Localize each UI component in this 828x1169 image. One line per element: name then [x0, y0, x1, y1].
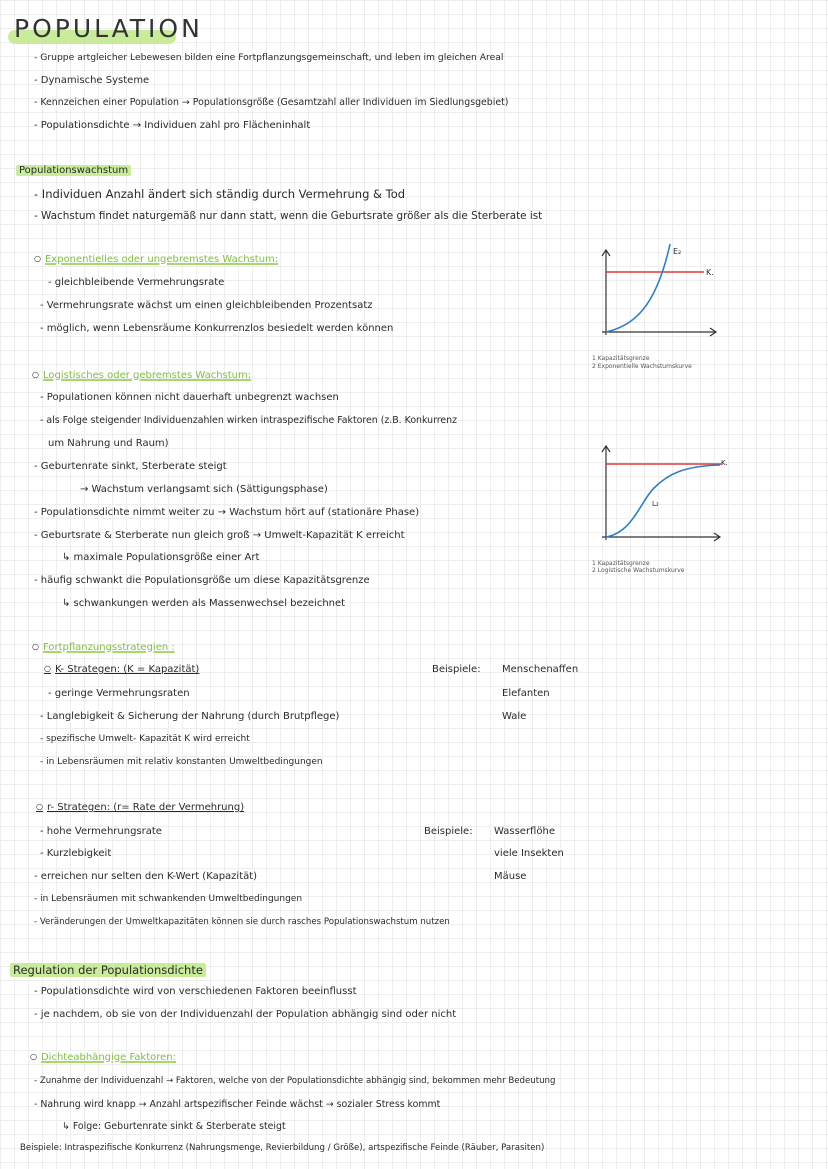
- k-line-4: - in Lebensräumen mit relativ konstanten Umweltbedingungen: [40, 757, 323, 767]
- k-examples-label: Beispiele:: [432, 664, 481, 675]
- logistisch-line-6: - Populationsdichte nimmt weiter zu → Wachstum hört auf (stationäre Phase): [34, 507, 420, 518]
- graph2-k-label: K.: [721, 459, 728, 467]
- graph1-k-label: K.: [706, 268, 714, 277]
- r-strategen-heading: ○ r- Strategen: (r= Rate der Vermehrung): [36, 802, 244, 813]
- exponential-growth-graph: [588, 240, 723, 345]
- k-strategen-heading: ○ K- Strategen: (K = Kapazität): [44, 664, 199, 675]
- dichte-line-1: - Zunahme der Individuenzahl → Faktoren, welche von der Populationsdichte abhängig sind, bekommen mehr Bedeutung: [34, 1076, 556, 1086]
- exponentiell-heading: ○ Exponentielles oder ungebremstes Wachstum:: [34, 254, 278, 265]
- dichte-line-3: ↳ Folge: Geburtenrate sinkt & Sterberate steigt: [62, 1121, 286, 1132]
- page-title: POPULATION: [14, 14, 203, 43]
- k-line-2: - Langlebigkeit & Sicherung der Nahrung (durch Brutpflege): [40, 711, 340, 722]
- r-example-1: Wasserflöhe: [494, 826, 555, 837]
- logistisch-line-4: - Geburtenrate sinkt, Sterberate steigt: [34, 461, 227, 472]
- strategien-heading: ○ Fortpflanzungsstrategien :: [32, 642, 175, 653]
- r-examples-label: Beispiele:: [424, 826, 473, 837]
- k-line-1: - geringe Vermehrungsraten: [48, 688, 190, 699]
- intro-line-4: - Populationsdichte → Individuen zahl pro Flächeninhalt: [34, 120, 311, 131]
- logistisch-line-3: um Nahrung und Raum): [48, 438, 169, 449]
- graph1-curve-label: E₂: [673, 247, 682, 256]
- r-line-3: - erreichen nur selten den K-Wert (Kapazität): [34, 871, 258, 882]
- logistisch-line-1: - Populationen können nicht dauerhaft unbegrenzt wachsen: [40, 392, 339, 403]
- exponentiell-line-3: - möglich, wenn Lebensräume Konkurrenzlos besiedelt werden können: [40, 323, 394, 334]
- logistisch-heading: ○ Logistisches oder gebremstes Wachstum:: [32, 370, 251, 381]
- graph2-logistic-curve: [606, 465, 720, 537]
- k-example-3: Wale: [502, 711, 527, 722]
- r-line-2: - Kurzlebigkeit: [40, 848, 112, 859]
- r-example-2: viele Insekten: [494, 848, 564, 859]
- graph2-curve-label: L₂: [652, 500, 659, 508]
- exponentiell-line-2: - Vermehrungsrate wächst um einen gleichbleibenden Prozentsatz: [40, 300, 373, 311]
- logistisch-line-5: → Wachstum verlangsamt sich (Sättigungsphase): [80, 484, 328, 495]
- logistisch-line-8: ↳ maximale Populationsgröße einer Art: [62, 552, 260, 563]
- graph2-caption-1: 1 Kapazitätsgrenze: [592, 560, 650, 567]
- regulation-line-2: - je nachdem, ob sie von der Individuenzahl der Population abhängig sind oder nicht: [34, 1009, 457, 1020]
- r-line-5: - Veränderungen der Umweltkapazitäten können sie durch rasches Populationswachstum nutzen: [34, 917, 450, 927]
- wachstum-line-2: - Wachstum findet naturgemäß nur dann statt, wenn die Geburtsrate größer als die Sterberate ist: [34, 210, 543, 222]
- r-line-4: - in Lebensräumen mit schwankenden Umweltbedingungen: [34, 894, 303, 904]
- wachstum-line-1: - Individuen Anzahl ändert sich ständig durch Vermehrung & Tod: [34, 187, 406, 201]
- regulation-line-1: - Populationsdichte wird von verschiedenen Faktoren beeinflusst: [34, 986, 357, 997]
- dichte-line-4: Beispiele: Intraspezifische Konkurrenz (Nahrungsmenge, Revierbildung / Größe), artspezifische Feinde (Räuber, Parasiten): [20, 1143, 545, 1153]
- r-line-1: - hohe Vermehrungsrate: [40, 826, 162, 837]
- exponentiell-line-1: - gleichbleibende Vermehrungsrate: [48, 277, 225, 288]
- graph1-caption-1: 1 Kapazitätsgrenze: [592, 355, 650, 362]
- logistisch-line-7: - Geburtsrate & Sterberate nun gleich groß → Umwelt-Kapazität K erreicht: [34, 530, 405, 541]
- regulation-heading: Regulation der Populationsdichte: [10, 963, 206, 977]
- dichte-heading: ○ Dichteabhängige Faktoren:: [30, 1052, 176, 1063]
- graph1-caption-2: 2 Exponentielle Wachstumskurve: [592, 363, 692, 370]
- logistic-growth-graph: [588, 440, 728, 550]
- k-example-2: Elefanten: [502, 688, 550, 699]
- intro-line-3: - Kennzeichen einer Population → Populationsgröße (Gesamtzahl aller Individuen im Siedlungsgebiet): [34, 97, 509, 108]
- k-line-3: - spezifische Umwelt- Kapazität K wird erreicht: [40, 734, 250, 744]
- logistisch-line-10: ↳ schwankungen werden als Massenwechsel bezeichnet: [62, 598, 346, 609]
- r-example-3: Mäuse: [494, 871, 527, 882]
- intro-line-2: - Dynamische Systeme: [34, 75, 150, 86]
- k-example-1: Menschenaffen: [502, 664, 579, 675]
- logistisch-line-9: - häufig schwankt die Populationsgröße um diese Kapazitätsgrenze: [34, 575, 370, 586]
- logistisch-line-2: - als Folge steigender Individuenzahlen wirken intraspezifische Faktoren (z.B. Konkurrenz: [40, 415, 458, 426]
- graph2-caption-2: 2 Logistische Wachstumskurve: [592, 567, 685, 574]
- graph1-exponential-curve: [606, 244, 670, 332]
- section-heading-wachstum: Populationswachstum: [16, 165, 131, 176]
- dichte-line-2: - Nahrung wird knapp → Anzahl artspezifischer Feinde wächst → sozialer Stress kommt: [34, 1099, 441, 1110]
- intro-line-1: - Gruppe artgleicher Lebewesen bilden eine Fortpflanzungsgemeinschaft, und leben im gleichen Areal: [34, 52, 504, 63]
